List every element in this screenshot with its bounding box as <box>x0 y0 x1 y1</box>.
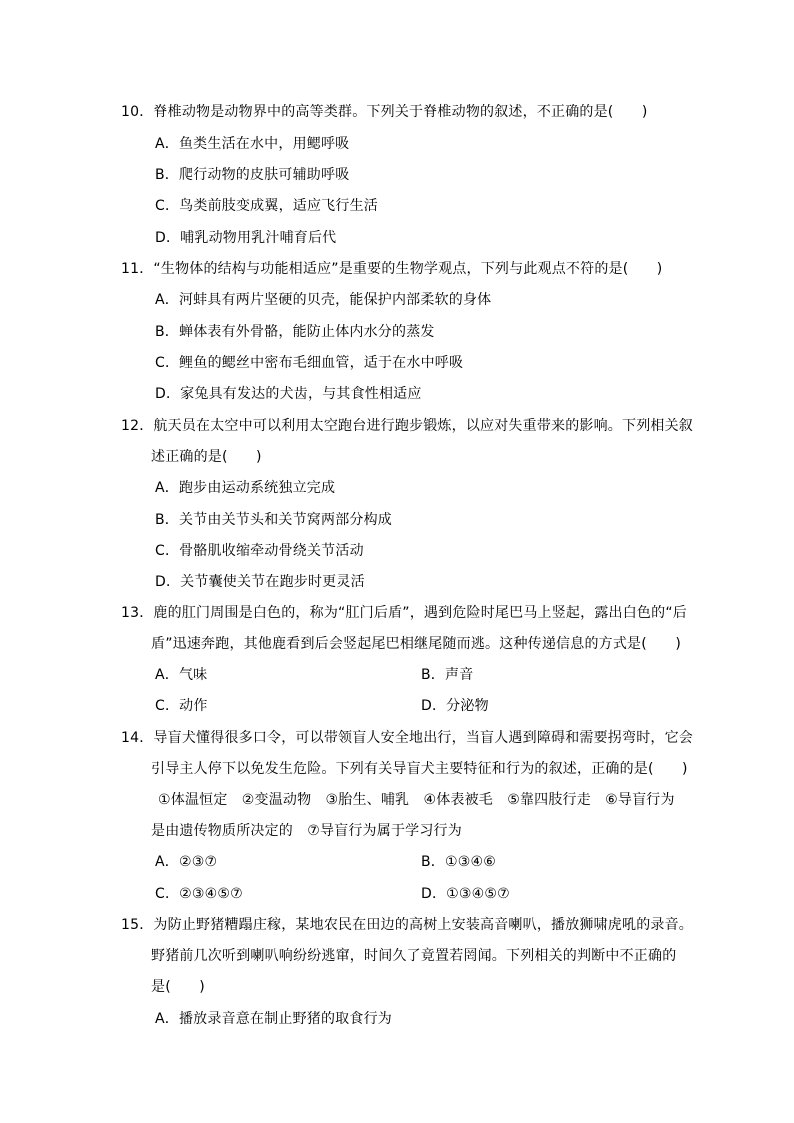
question-14-option-d: D．①③④⑤⑦ <box>421 886 510 902</box>
question-11-option-d: D．家兔具有发达的犬齿，与其食性相适应 <box>155 386 422 402</box>
question-10-option-a: A．鱼类生活在水中，用鳃呼吸 <box>155 136 350 152</box>
question-11-option-c: C．鲤鱼的鳃丝中密布毛细血管，适于在水中呼吸 <box>155 355 464 371</box>
question-13-option-d: D．分泌物 <box>421 698 489 714</box>
question-12-option-a: A．跑步由运动系统独立完成 <box>155 480 336 496</box>
question-10-option-b: B．爬行动物的皮肤可辅助呼吸 <box>155 167 350 183</box>
question-12-option-c: C．骨骼肌收缩牵动骨绕关节活动 <box>155 543 364 559</box>
question-10-stem: 10．脊椎动物是动物界中的高等类群。下列关于脊椎动物的叙述，不正确的是( ) <box>121 104 648 120</box>
question-14-items-line-1: ①体温恒定 ②变温动物 ③胎生、哺乳 ④体表被毛 ⑤靠四肢行走 ⑥导盲行为 <box>158 792 675 808</box>
question-11-option-a: A．河蚌具有两片坚硬的贝壳，能保护内部柔软的身体 <box>155 292 492 308</box>
question-13-option-b: B．声音 <box>421 667 474 683</box>
question-14-option-a: A．②③⑦ <box>155 854 218 870</box>
question-13-stem-line-1: 13．鹿的肛门周围是白色的，称为“肛门后盾”，遇到危险时尾巴马上竖起，露出白色的“后 <box>121 605 687 621</box>
question-11-stem: 11．“生物体的结构与功能相适应”是重要的生物学观点，下列与此观点不符的是( ) <box>121 261 663 277</box>
question-12-stem-line-1: 12．航天员在太空中可以利用太空跑台进行跑步锻炼，以应对失重带来的影响。下列相关叙 <box>121 418 694 434</box>
question-13-option-a: A．气味 <box>155 667 208 683</box>
question-12-option-d: D．关节囊使关节在跑步时更灵活 <box>155 574 365 590</box>
question-14-option-c: C．②③④⑤⑦ <box>155 886 243 902</box>
question-12-option-b: B．关节由关节头和关节窝两部分构成 <box>155 512 393 528</box>
question-15-stem-line-1: 15．为防止野猪糟蹋庄稼，某地农民在田边的高树上安装高音喇叭，播放狮啸虎吼的录音。 <box>121 917 694 933</box>
question-10-option-c: C．鸟类前肢变成翼，适应飞行生活 <box>155 198 378 214</box>
question-14-stem-line-2: 引导主人停下以免发生危险。下列有关导盲犬主要特征和行为的叙述，正确的是( ) <box>151 761 688 777</box>
question-15-stem-line-3: 是( ) <box>151 979 205 995</box>
question-15-stem-line-2: 野猪前几次听到喇叭响纷纷逃窜，时间久了竟置若罔闻。下列相关的判断中不正确的 <box>151 948 677 964</box>
question-14-items-line-2: 是由遗传物质所决定的 ⑦导盲行为属于学习行为 <box>151 823 462 839</box>
question-11-option-b: B．蝉体表有外骨骼，能防止体内水分的蒸发 <box>155 324 435 340</box>
question-13-option-c: C．动作 <box>155 698 208 714</box>
question-10-option-d: D．哺乳动物用乳汁哺育后代 <box>155 230 337 246</box>
question-12-stem-line-2: 述正确的是( ) <box>151 449 262 465</box>
question-13-stem-line-2: 盾”迅速奔跑，其他鹿看到后会竖起尾巴相继尾随而逃。这种传递信息的方式是( ) <box>151 636 681 652</box>
question-15-option-a: A．播放录音意在制止野猪的取食行为 <box>155 1011 392 1027</box>
question-14-option-b: B．①③④⑥ <box>421 854 497 870</box>
question-14-stem-line-1: 14．导盲犬懂得很多口令，可以带领盲人安全地出行，当盲人遇到障碍和需要拐弯时，它会 <box>121 730 694 746</box>
